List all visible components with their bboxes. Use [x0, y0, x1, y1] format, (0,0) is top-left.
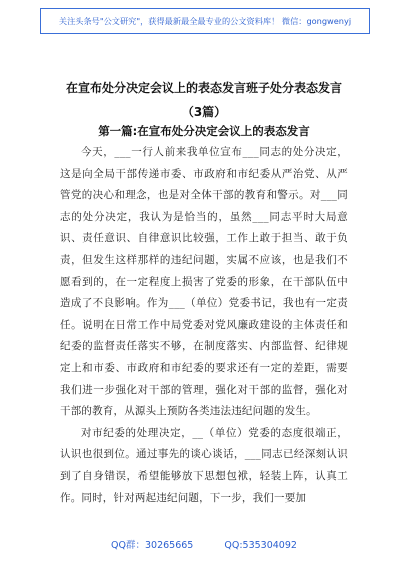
footer-qq: QQ:535304092 [224, 540, 297, 551]
paragraph: 今天，___一行人前来我单位宣布___同志的处分决定，这是向全局干部传递市委、市政府和市纪委从严治党、从严管党的决心和理念，也是对全体干部的教育和警示。对___同志的处分决定，我认为是恰当的，虽然___同志平时大局意识、责任意识、自律意识比较强，工作上敢于担当、敢于负责，但发生这样那样的违纪问题，实属不应该，也是我们不愿看到的，在一定程度上损害了党委的形象，在干部队伍中造成了不良影响。作为___（单位）党委书记，我也有一定责任。说明在日常工作中局党委对党风廉政建设的主体责任和纪委的监督责任落实不够，在制度落实、内部监督、纪律规定上和市委、市政府和市纪委的要求还有一定的差距，需要我们进一步强化对干部的管理，强化对干部的监督，强化对干部的教育，从源头上预防各类违法违纪问题的发生。 [60, 146, 348, 418]
document-body [60, 142, 348, 509]
footer [40, 537, 368, 551]
footer-qq-group: QQ群：30265665 [111, 540, 194, 551]
promo-banner [40, 8, 370, 34]
section-title: 第一篇:在宣布处分决定会议上的表态发言 [98, 124, 310, 138]
paragraph: 对市纪委的处理决定，__（单位）党委的态度很端正，认识也很到位。通过事先的谈心谈话，___同志已经深刻认识到了自身错误，希望能够放下思想包袱，轻装上阵，认真工作。同时，针对两起违纪问题，下一步，我们一要加 [60, 426, 348, 504]
promo-banner-text: 关注头条号"公文研究"，获得最新最全最专业的公文资料库！ 微信：gongwenyj [58, 15, 352, 26]
document-title: 在宣布处分决定会议上的表态发言班子处分表态发言（3篇） [65, 81, 342, 119]
